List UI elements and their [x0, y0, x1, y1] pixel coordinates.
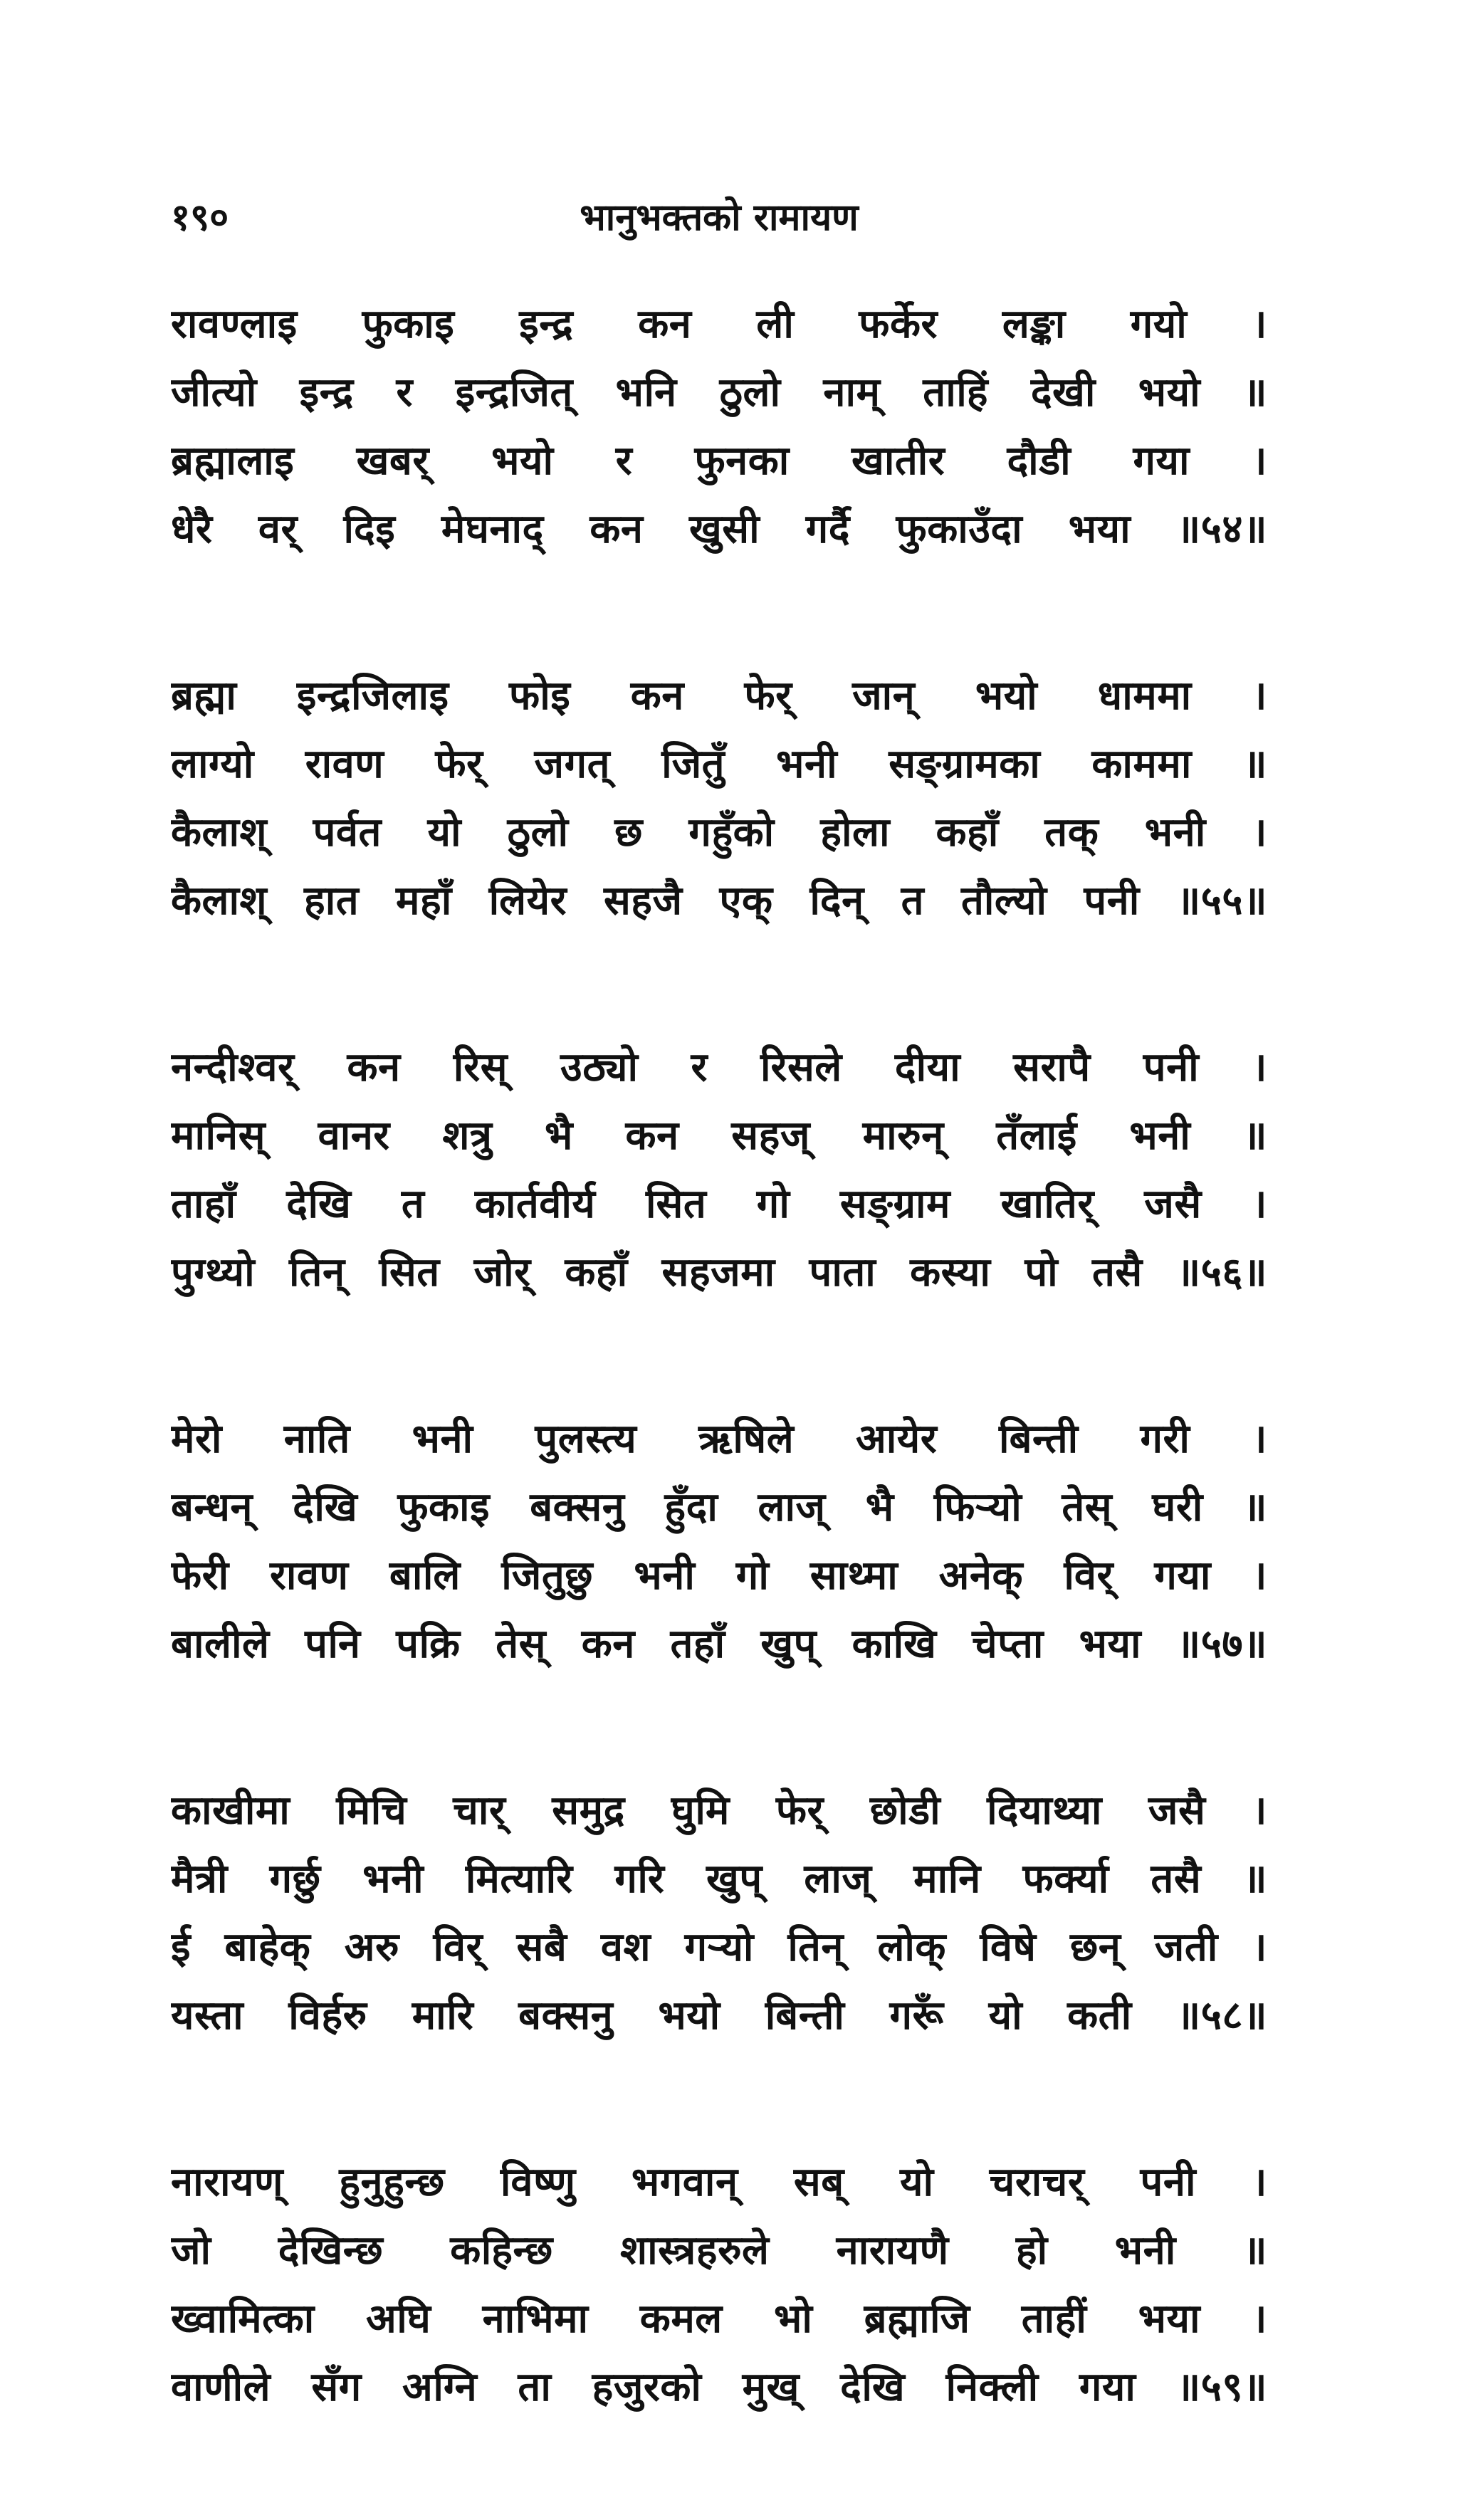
stanza-56 — [171, 1034, 1267, 1307]
verse-line: ब्रह्मालाइ खबर् भयो र फुनका खातीर दौडी गया । — [171, 438, 1267, 484]
verse-line: ताहाँ देखि त कार्तवीर्य सित गो सङ्ग्राम खातिर् जसै । — [171, 1181, 1267, 1227]
stanza-58 — [171, 1777, 1267, 2050]
stanza-54 — [171, 290, 1267, 564]
book-title: भानुभक्तको रामायण — [580, 196, 859, 239]
running-head — [171, 191, 1267, 248]
verse-line: मेरो नाति भनी पुलस्त्य ऋषिले आयेर बिन्ती गरी । — [171, 1416, 1267, 1462]
verse-line: कैलाश् पर्वत यो ठुलो छ गहुँको होला कहाँ तक् भनी । — [171, 809, 1267, 856]
stanza-59 — [171, 2148, 1267, 2422]
verse-line: रावण्लाइ फुकाइ इन्द्र कन ली फर्केर लङ्का गयो । — [171, 301, 1267, 347]
verse-line: काखीमा मिचि चार् समुद्र घुमि फेर् छोडी दियाथ्या जसै । — [171, 1787, 1267, 1834]
verse-line: नारायण् हुनुहुन्छ विष्णु भगवान् सब् यो चराचर् पनी । — [171, 2159, 1267, 2205]
verse-line: मैत्री गर्छु भनी मित्यारि गरि खुप् लाज् मानि फर्क्या तसै ॥ — [171, 1856, 1267, 1902]
verse-line: जीत्यो इन्द्र र इन्द्रजित् भनि ठुलो नाम् ताहिं देखी भयो ॥ — [171, 369, 1267, 416]
verse-line: पुग्थ्यो तिन् सित जोर् कहाँ सहजमा पाता कस्या पो तसै ॥५६॥ — [171, 1249, 1267, 1296]
stanza-57 — [171, 1405, 1267, 1679]
verse-line: ई बाहेक् अरु विर् सबै वश गऱ्यो तिन् लोक् विषे छन् जती । — [171, 1924, 1267, 1970]
verse-line: ख्वामित्का अघि नाभिमा कमल भो ब्रह्माजि ताहीं भया । — [171, 2296, 1267, 2342]
verse-line: यस्ता विर्हरु मारि बक्सनु भयो बिन्ती गरूँ यो कती ॥५८॥ — [171, 1993, 1267, 2039]
verse-line: धेरै वर् दिइ मेघनाद् कन खुसी गर्दै फुकाउँदा भया ॥५४॥ — [171, 506, 1267, 552]
stanza-55 — [171, 662, 1267, 935]
verse-line: ब्रह्मा इन्द्रजिलाइ फोइ कन फेर् जान् भयो धाममा । — [171, 673, 1267, 719]
verse-line: नन्दीश्वर् कन रिस् उठ्यो र रिसले दीया सरापै पनी । — [171, 1044, 1267, 1091]
verse-line: बालीले पनि पक्रि तेस् कन तहाँ खुप् काखि चेप्ता भया ॥५७॥ — [171, 1621, 1267, 1667]
verse-line: लाग्यो रावण फेर् जगत् जितुँ भनी सङ्ग्रामका काममा ॥ — [171, 741, 1267, 787]
page-number: १९० — [171, 196, 229, 239]
verse-line: फेरी रावण बालि जितुछु भनी गो साथ्मा अनेक् विर् गया । — [171, 1553, 1267, 1599]
verse-line: कैलाश् हात महाँ लियेर सहजै एक् दिन् त तौल्यो पनी ॥५५॥ — [171, 878, 1267, 924]
verse-body — [171, 290, 1267, 2520]
verse-line: मानिस् वानर शत्रु भै कन सहज् मारुन् तँलाई भनी ॥ — [171, 1113, 1267, 1159]
verse-line: बन्धन् देखि फुकाइ बक्सनु हुँदा लाज् भै फिऱ्यो तेस् घरी ॥ — [171, 1484, 1267, 1531]
verse-line: वाणीले सँग अग्नि ता हजुरको मुख् देखि निक्ली गया ॥५९॥ — [171, 2364, 1267, 2410]
verse-line: जो देखिन्छ कहिन्छ शास्त्रहरुले नारायणै हो भनी ॥ — [171, 2227, 1267, 2274]
